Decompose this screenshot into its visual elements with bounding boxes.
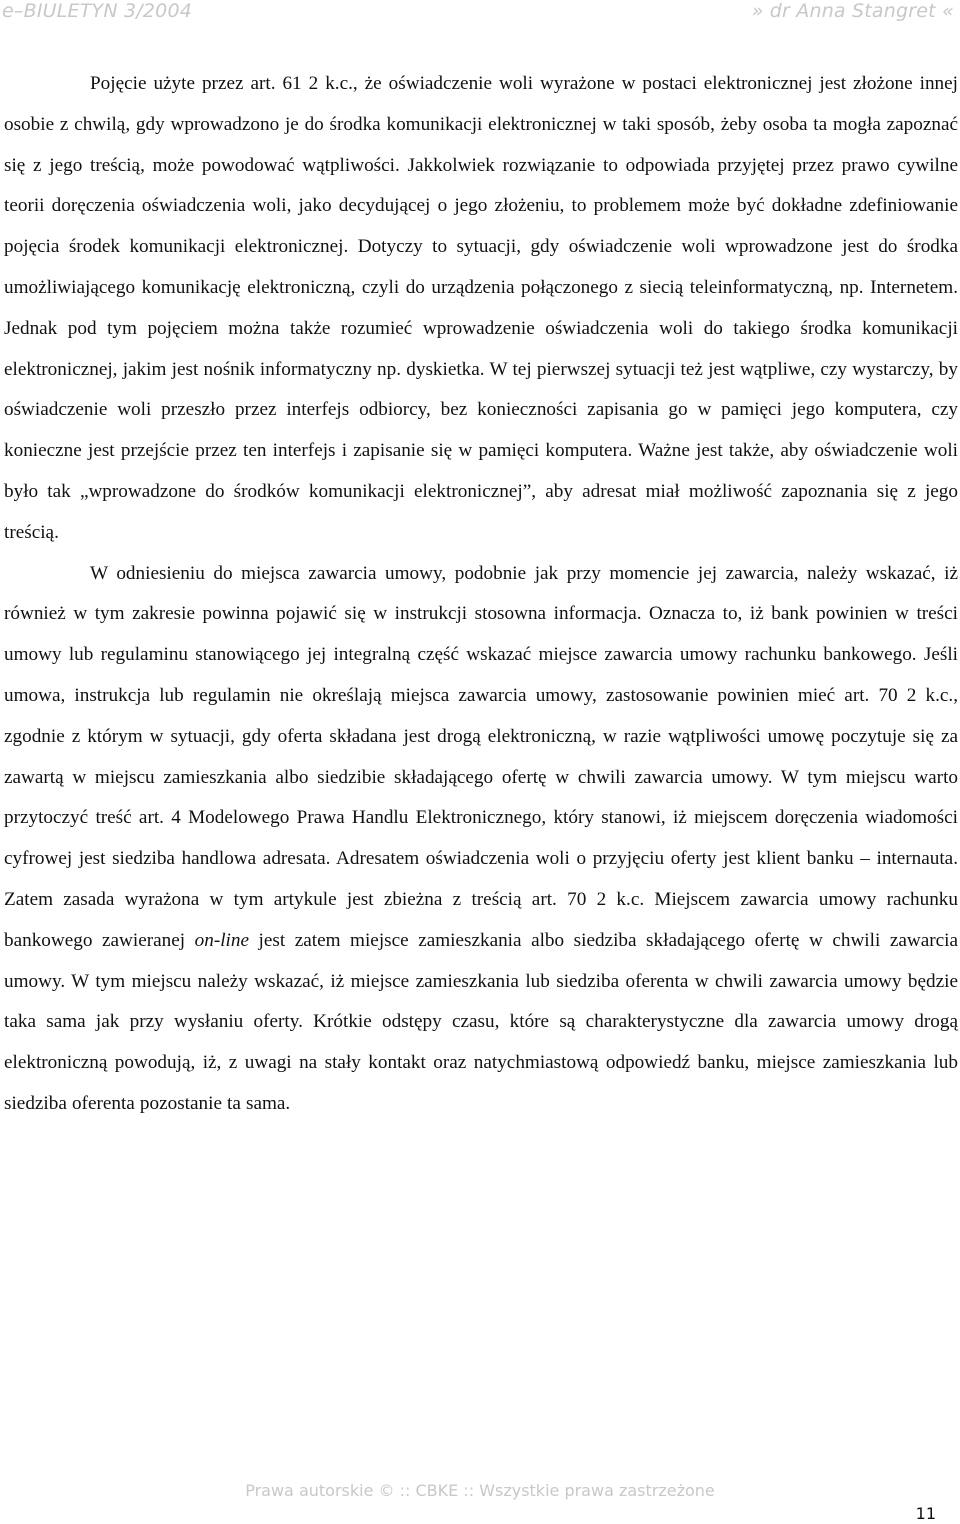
header-journal-title: e–BIULETYN 3/2004 — [2, 0, 193, 22]
paragraph-2 — [4, 554, 958, 1125]
paragraph-2-text-b: jest zatem miejsce zamieszkania albo siedziba składającego ofertę w chwili zawarcia umowy. W tym miejscu należy wskazać, iż miejsce zamieszkania lub siedziba oferenta w chwili zawarcia umowy będzie taka sama jak przy wysłaniu oferty. Krótkie odstępy czasu, które są charakterystyczne dla zawarcia umowy drogą elektroniczną powodują, iż, z uwagi na stały kontakt oraz natychmiastową odpowiedź banku, miejsce zamieszkania lub siedziba oferenta pozostanie ta sama. — [4, 929, 959, 1114]
header-author: » dr Anna Stangret « — [751, 0, 954, 22]
paragraph-1-text: Pojęcie użyte przez art. 61 2 k.c., że oświadczenie woli wyrażone w postaci elektronicznej jest złożone innej osobie z chwilą, gdy wprowadzono je do środka komunikacji elektronicznej w taki sposób, żeby osoba ta mogła zapoznać się z jego treścią, może powodować wątpliwości. Jakkolwiek rozwiązanie to odpowiada przyjętej przez prawo cywilne teorii doręczenia oświadczenia woli, jako decydującej o jego złożeniu, to problemem może być dokładne zdefiniowanie pojęcia środek komunikacji elektronicznej. Dotyczy to sytuacji, gdy oświadczenie woli wprowadzone jest do środka umożliwiającego komunikację elektroniczną, czyli do urządzenia połączonego z siecią teleinformatyczną, np. Internetem. Jednak pod tym pojęciem można także rozumieć wprowadzenie oświadczenia woli do takiego środka komunikacji elektronicznej, jakim jest nośnik informatyczny np. dyskietka. W tej pierwszej sytuacji też jest wątpliwe, czy wystarczy, by oświadczenie woli przeszło przez interfejs odbiorcy, bez konieczności zapisania go w pamięci jego komputera, czy konieczne jest przejście przez ten interfejs i zapisanie się w pamięci komputera. Ważne jest także, aby oświadczenie woli było tak „wprowadzone do środków komunikacji elektronicznej”, aby adresat miał możliwość zapoznania się z jego treścią. — [4, 73, 958, 543]
page-number: 11 — [915, 1504, 936, 1523]
paragraph-2-text-a: W odniesieniu do miejsca zawarcia umowy, podobnie jak przy momencie jej zawarcia, należy wskazać, iż również w tym zakresie powinna pojawić się w instrukcji stosowna informacja. Oznacza to, iż bank powinien w treści umowy lub regulaminu stanowiącego jej integralną część wskazać miejsce zawarcia umowy rachunku bankowego. Jeśli umowa, instrukcja lub regulamin nie określają miejsca zawarcia umowy, zastosowanie powinien mieć art. 70 2 k.c., zgodnie z którym w sytuacji, gdy oferta składana jest drogą elektroniczną, w razie wątpliwości umowę poczytuje się za zawartą w miejscu zamieszkania albo siedzibie składającego ofertę w chwili zawarcia umowy. W tym miejscu warto przytoczyć treść art. 4 Modelowego Prawa Handlu Elektronicznego, który stanowi, iż miejscem doręczenia wiadomości cyfrowej jest siedziba handlowa adresata. Adresatem oświadczenia woli o przyjęciu oferty jest klient banku – internauta. Zatem zasada wyrażona w tym artykule jest zbieżna z treścią art. 70 2 k.c. Miejscem zawarcia umowy rachunku bankowego zawieranej — [4, 562, 958, 951]
paragraph-1 — [4, 64, 958, 554]
footer-copyright: Prawa autorskie © :: CBKE :: Wszystkie prawa zastrzeżone — [245, 1481, 715, 1500]
article-body — [4, 64, 958, 1125]
paragraph-2-italic-term: on-line — [194, 929, 249, 951]
